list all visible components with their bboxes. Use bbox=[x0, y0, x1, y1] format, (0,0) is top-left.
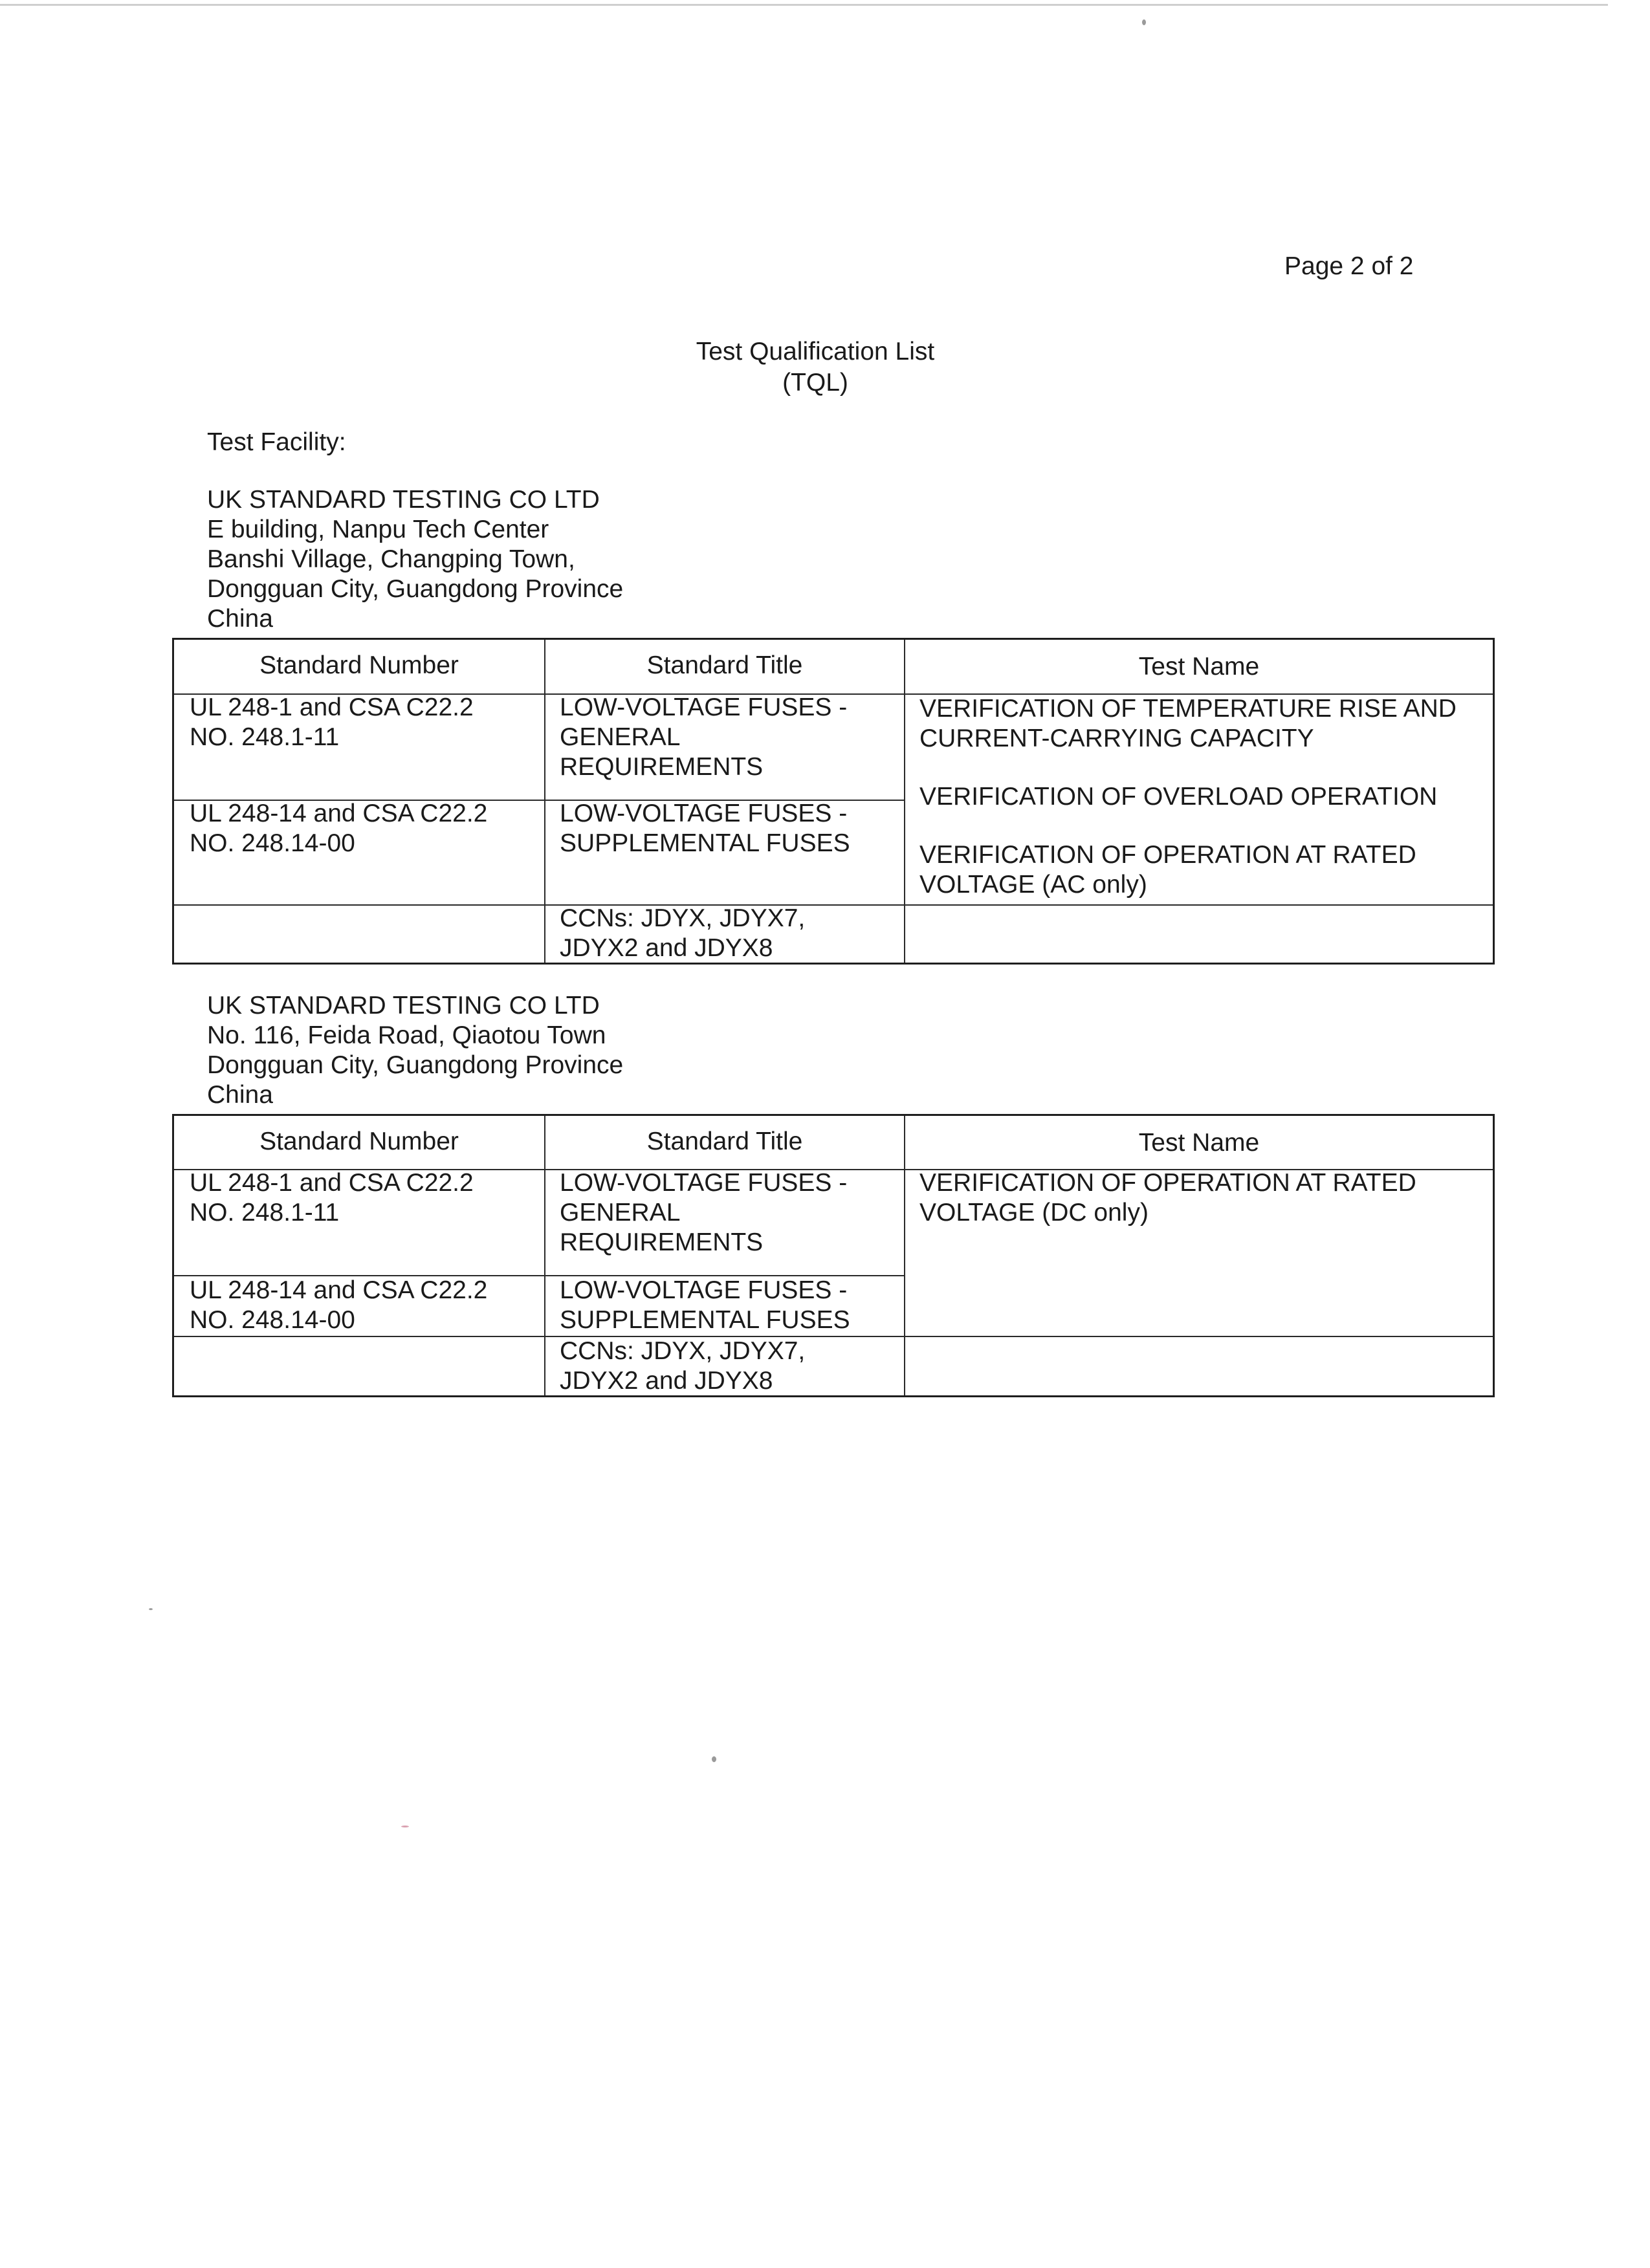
cell-line: NO. 248.14-00 bbox=[190, 1306, 355, 1334]
test-line: VERIFICATION OF TEMPERATURE RISE AND bbox=[919, 695, 1457, 723]
header-standard-title: Standard Title bbox=[646, 651, 803, 679]
column-rule bbox=[544, 1116, 545, 1395]
standard-number-cell bbox=[190, 799, 487, 858]
cell-line: UL 248-14 and CSA C22.2 bbox=[190, 1276, 488, 1304]
document-title bbox=[641, 336, 990, 398]
scan-speck bbox=[149, 1608, 153, 1610]
header-standard-number: Standard Number bbox=[259, 651, 459, 679]
test-line: VERIFICATION OF OVERLOAD OPERATION bbox=[919, 783, 1438, 811]
scan-top-edge bbox=[0, 4, 1608, 6]
cell-line: JDYX2 and JDYX8 bbox=[560, 1367, 773, 1395]
page-number: Page 2 of 2 bbox=[1284, 252, 1414, 280]
address-line: China bbox=[207, 605, 273, 633]
header-test-name: Test Name bbox=[1138, 1129, 1260, 1157]
test-name-cell bbox=[919, 694, 1457, 900]
cell-line: REQUIREMENTS bbox=[560, 753, 764, 781]
standard-title-cell bbox=[560, 1276, 850, 1335]
standard-number-cell bbox=[190, 1168, 474, 1228]
address-line: UK STANDARD TESTING CO LTD bbox=[207, 992, 600, 1020]
cell-line: GENERAL bbox=[560, 1199, 681, 1227]
cell-line: LOW-VOLTAGE FUSES - bbox=[560, 800, 848, 827]
facility-2-address bbox=[207, 991, 623, 1110]
cell-line: SUPPLEMENTAL FUSES bbox=[560, 829, 850, 857]
address-line: Dongguan City, Guangdong Province bbox=[207, 1051, 624, 1079]
header-test-name: Test Name bbox=[1138, 653, 1260, 681]
scan-speck bbox=[1142, 19, 1146, 25]
test-line: VOLTAGE (AC only) bbox=[919, 871, 1147, 899]
title-line-1: Test Qualification List bbox=[696, 338, 935, 365]
test-line: CURRENT-CARRYING CAPACITY bbox=[919, 725, 1314, 752]
cell-line: NO. 248.1-11 bbox=[190, 723, 340, 751]
test-line: VERIFICATION OF OPERATION AT RATED bbox=[919, 841, 1416, 869]
column-rule bbox=[904, 640, 905, 963]
facility-2-table bbox=[172, 1114, 1495, 1397]
column-rule bbox=[544, 640, 545, 963]
standard-title-cell bbox=[560, 799, 850, 858]
address-line: Banshi Village, Changping Town, bbox=[207, 545, 575, 573]
scan-speck bbox=[712, 1756, 716, 1762]
header-standard-title: Standard Title bbox=[646, 1128, 803, 1155]
address-line: No. 116, Feida Road, Qiaotou Town bbox=[207, 1021, 606, 1049]
cell-line: REQUIREMENTS bbox=[560, 1228, 764, 1256]
standard-title-cell bbox=[560, 1168, 847, 1258]
facility-1-table bbox=[172, 638, 1495, 965]
cell-line: LOW-VOLTAGE FUSES - bbox=[560, 693, 848, 721]
scan-speck bbox=[401, 1826, 409, 1827]
facility-1-address bbox=[207, 485, 623, 634]
header-standard-number: Standard Number bbox=[259, 1128, 459, 1155]
cell-line: LOW-VOLTAGE FUSES - bbox=[560, 1276, 848, 1304]
cell-line: LOW-VOLTAGE FUSES - bbox=[560, 1169, 848, 1197]
row-rule bbox=[174, 904, 1493, 906]
cell-line: UL 248-1 and CSA C22.2 bbox=[190, 1169, 474, 1197]
facility-label: Test Facility: bbox=[207, 428, 346, 456]
ccn-cell bbox=[560, 1336, 805, 1396]
test-line: VERIFICATION OF OPERATION AT RATED bbox=[919, 1169, 1416, 1197]
standard-number-cell bbox=[190, 693, 474, 752]
test-name-cell bbox=[919, 1168, 1416, 1228]
test-line: VOLTAGE (DC only) bbox=[919, 1199, 1149, 1227]
row-rule bbox=[174, 1336, 1493, 1337]
address-line: UK STANDARD TESTING CO LTD bbox=[207, 486, 600, 514]
cell-line: SUPPLEMENTAL FUSES bbox=[560, 1306, 850, 1334]
standard-title-cell bbox=[560, 693, 847, 782]
cell-line: NO. 248.1-11 bbox=[190, 1199, 340, 1227]
cell-line: NO. 248.14-00 bbox=[190, 829, 355, 857]
address-line: E building, Nanpu Tech Center bbox=[207, 516, 549, 543]
cell-line: CCNs: JDYX, JDYX7, bbox=[560, 1337, 806, 1365]
ccn-cell bbox=[560, 904, 805, 963]
title-line-2: (TQL) bbox=[782, 369, 848, 397]
standard-number-cell bbox=[190, 1276, 487, 1335]
address-line: China bbox=[207, 1081, 273, 1109]
cell-line: UL 248-14 and CSA C22.2 bbox=[190, 800, 488, 827]
cell-line: UL 248-1 and CSA C22.2 bbox=[190, 693, 474, 721]
cell-line: CCNs: JDYX, JDYX7, bbox=[560, 904, 806, 932]
cell-line: JDYX2 and JDYX8 bbox=[560, 934, 773, 962]
cell-line: GENERAL bbox=[560, 723, 681, 751]
address-line: Dongguan City, Guangdong Province bbox=[207, 575, 624, 603]
